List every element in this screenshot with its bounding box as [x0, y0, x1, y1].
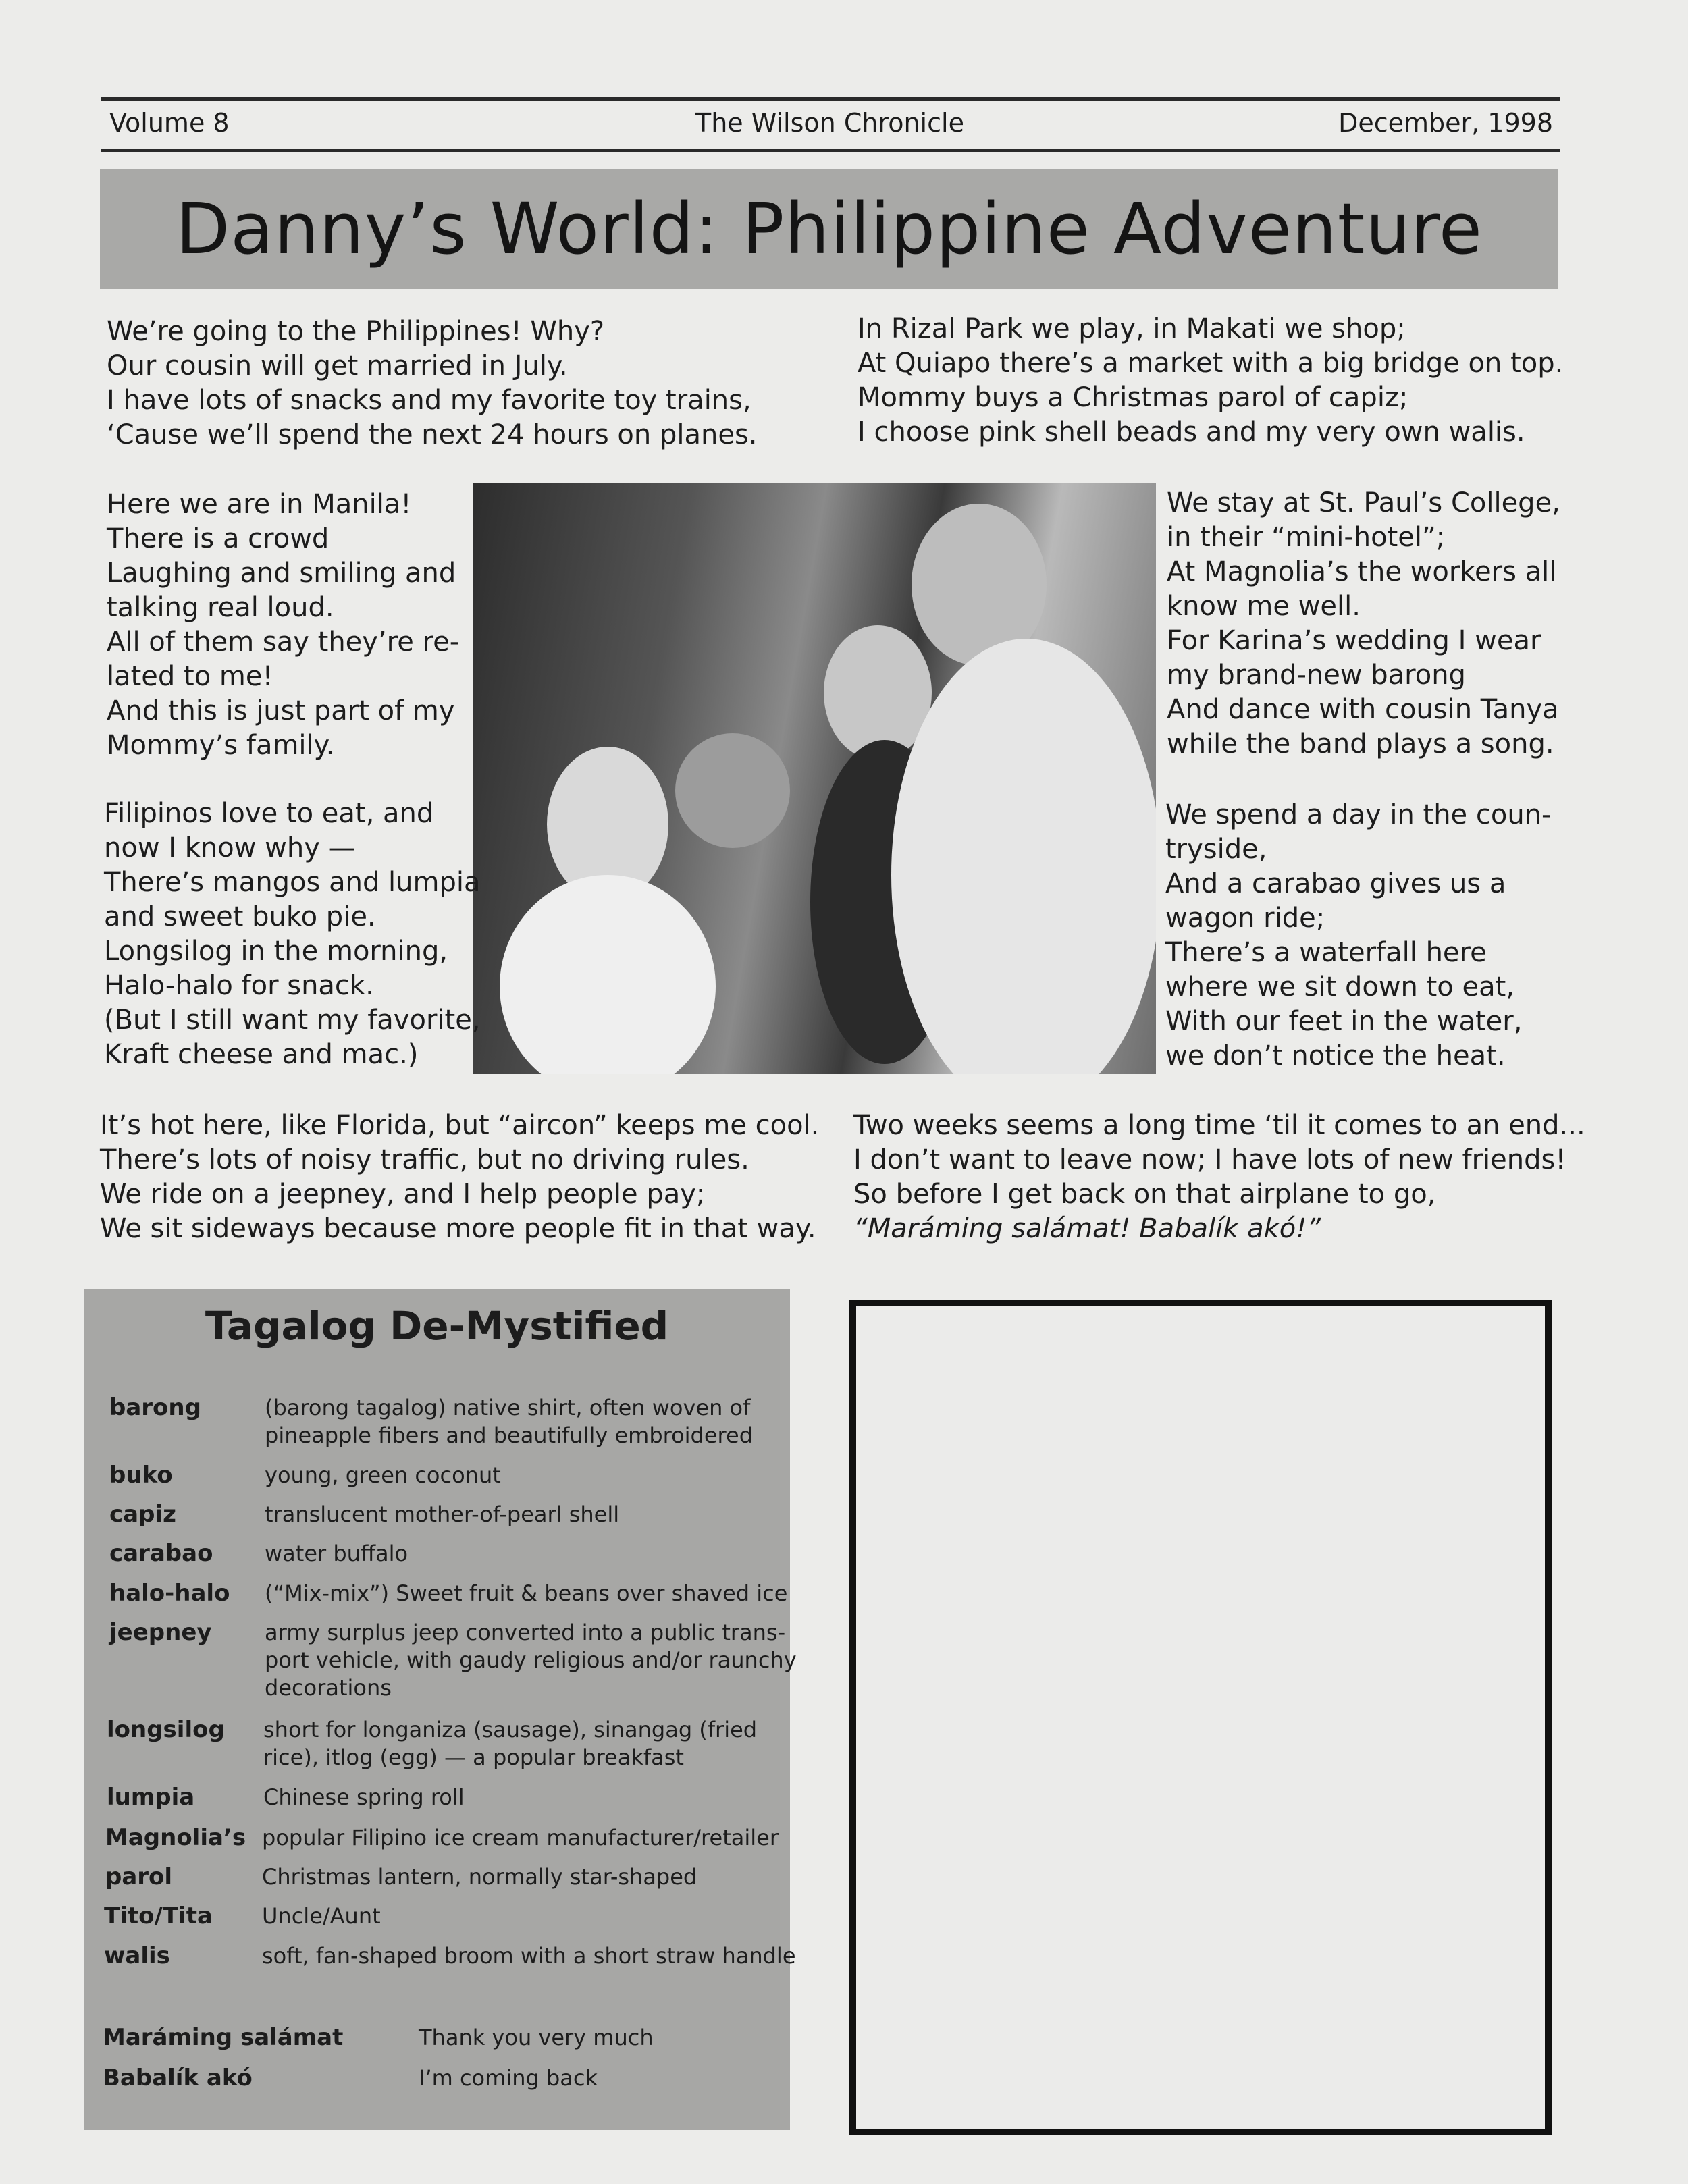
- phrase-definition: Thank you very much: [419, 2025, 654, 2050]
- poem-line: Kraft cheese and mac.): [104, 1039, 419, 1070]
- poem-line: With our feet in the water,: [1165, 1006, 1523, 1037]
- poem-line: Mommy’s family.: [107, 730, 335, 761]
- glossary-definition: (barong tagalog) native shirt, often woven of pineapple fibers and beautifully embroidered: [265, 1395, 753, 1448]
- poem-line: Two weeks seems a long time ‘til it comes to an end...: [853, 1110, 1585, 1141]
- glossary-term: longsilog: [107, 1716, 225, 1743]
- poem-stanza-2: [858, 312, 1563, 450]
- poem-stanza-6: [1165, 798, 1551, 1073]
- poem-line: I have lots of snacks and my favorite toy trains,: [107, 385, 751, 416]
- headline-banner: [100, 169, 1558, 289]
- poem-line: And dance with cousin Tanya: [1167, 694, 1559, 725]
- poem-stanza-3: [107, 487, 459, 763]
- poem-line: And a carabao gives us a: [1165, 868, 1506, 899]
- poem-line: tryside,: [1165, 834, 1267, 865]
- poem-line: know me well.: [1167, 591, 1361, 622]
- glossary-definition: Christmas lantern, normally star-shaped: [262, 1864, 697, 1890]
- glossary-term: lumpia: [107, 1784, 195, 1811]
- poem-line: So before I get back on that airplane to go,: [853, 1179, 1436, 1210]
- poem-line: We’re going to the Philippines! Why?: [107, 316, 605, 347]
- poem-line: now I know why —: [104, 832, 356, 863]
- glossary-definition: short for longaniza (sausage), sinangag (fried rice), itlog (egg) — a popular breakfast: [263, 1717, 758, 1770]
- poem-stanza-7: [100, 1109, 819, 1246]
- poem-line: It’s hot here, like Florida, but “aircon” keeps me cool.: [100, 1110, 820, 1141]
- glossary-term: barong: [109, 1394, 201, 1421]
- poem-line: Here we are in Manila!: [107, 489, 412, 520]
- poem-line: ‘Cause we’ll spend the next 24 hours on planes.: [107, 419, 758, 450]
- poem-stanza-1: [107, 315, 758, 452]
- poem-line: At Magnolia’s the workers all: [1167, 556, 1557, 587]
- poem-stanza-5: [104, 797, 481, 1072]
- poem-line: where we sit down to eat,: [1165, 971, 1514, 1003]
- glossary-term: parol: [105, 1863, 173, 1890]
- poem-line: And this is just part of my: [107, 695, 455, 726]
- empty-picture-frame: [849, 1300, 1552, 2135]
- glossary-definition: translucent mother-of-pearl shell: [265, 1501, 620, 1527]
- glossary-term: halo-halo: [109, 1580, 230, 1607]
- poem-stanza-4: [1167, 486, 1560, 762]
- glossary-panel: [84, 1289, 797, 2130]
- poem-line: Filipinos love to eat, and: [104, 798, 434, 829]
- masthead: [101, 100, 1560, 154]
- poem-line: At Quiapo there’s a market with a big bridge on top.: [858, 348, 1564, 379]
- glossary-definition: popular Filipino ice cream manufacturer/retailer: [262, 1825, 779, 1850]
- glossary-term: jeepney: [109, 1619, 212, 1646]
- poem-line: (But I still want my favorite,: [104, 1005, 481, 1036]
- poem-line: Mommy buys a Christmas parol of capiz;: [858, 382, 1408, 413]
- issue-date: December, 1998: [1338, 108, 1553, 138]
- poem-line: There’s mangos and lumpia: [104, 867, 481, 898]
- poem-line: in their “mini-hotel”;: [1167, 522, 1446, 553]
- poem-line: while the band plays a song.: [1167, 728, 1554, 760]
- publication-name: The Wilson Chronicle: [695, 108, 964, 138]
- poem-stanza-8: [853, 1109, 1585, 1246]
- photo-figure-child-shirt: [500, 875, 716, 1074]
- poem-line: There’s lots of noisy traffic, but no driving rules.: [100, 1144, 749, 1175]
- poem-line: We sit sideways because more people fit in that way.: [100, 1213, 816, 1244]
- glossary-definition: (“Mix-mix”) Sweet fruit & beans over shaved ice: [265, 1580, 788, 1606]
- poem-line: There’s a waterfall here: [1165, 937, 1487, 968]
- phrase-term: Babalík akó: [103, 2065, 253, 2092]
- poem-line: I don’t want to leave now; I have lots of new friends!: [853, 1144, 1566, 1175]
- masthead-bottom-rule: [101, 149, 1560, 152]
- poem-line: wagon ride;: [1165, 903, 1325, 934]
- poem-line: We spend a day in the coun-: [1165, 799, 1552, 830]
- glossary-definition: army surplus jeep converted into a public trans- port vehicle, with gaudy religious and/or raunchy decorations: [265, 1620, 797, 1701]
- poem-line: All of them say they’re re-: [107, 627, 460, 658]
- phrase-definition: I’m coming back: [419, 2065, 598, 2091]
- poem-line: Halo-halo for snack.: [104, 970, 374, 1001]
- glossary-definition: young, green coconut: [265, 1462, 501, 1488]
- poem-line: We ride on a jeepney, and I help people pay;: [100, 1179, 706, 1210]
- poem-line: I choose pink shell beads and my very own walis.: [858, 417, 1525, 448]
- family-photo: [473, 483, 1156, 1074]
- poem-line: For Karina’s wedding I wear: [1167, 625, 1541, 656]
- poem-line: my brand-new barong: [1167, 660, 1466, 691]
- glossary-term: Tito/Tita: [104, 1902, 213, 1929]
- glossary-term: carabao: [109, 1540, 213, 1567]
- poem-line: we don’t notice the heat.: [1165, 1040, 1506, 1071]
- glossary-definition: water buffalo: [265, 1541, 408, 1566]
- glossary-term: Magnolia’s: [105, 1824, 246, 1851]
- glossary-term: buko: [109, 1462, 173, 1489]
- phrase-term: Maráming salámat: [103, 2024, 344, 2051]
- poem-line: There is a crowd: [107, 523, 329, 554]
- poem-line: and sweet buko pie.: [104, 901, 376, 932]
- glossary-definition: Uncle/Aunt: [262, 1903, 381, 1929]
- glossary-definition: soft, fan-shaped broom with a short straw handle: [262, 1943, 796, 1969]
- poem-line: Longsilog in the morning,: [104, 936, 448, 967]
- poem-line: lated to me!: [107, 661, 273, 692]
- poem-line: Our cousin will get married in July.: [107, 350, 568, 381]
- glossary-term: capiz: [109, 1501, 176, 1528]
- poem-line: In Rizal Park we play, in Makati we shop;: [858, 313, 1406, 344]
- poem-line: We stay at St. Paul’s College,: [1167, 487, 1560, 518]
- page-title: Danny’s World: Philippine Adventure: [176, 188, 1483, 270]
- poem-line: talking real loud.: [107, 592, 334, 623]
- photo-fan: [675, 733, 790, 848]
- glossary-definition: Chinese spring roll: [263, 1784, 465, 1810]
- glossary-term: walis: [104, 1942, 170, 1969]
- glossary-title: Tagalog De-Mystified: [205, 1303, 669, 1349]
- volume-label: Volume 8: [109, 108, 230, 138]
- poem-line: “Maráming salámat! Babalík akó!”: [853, 1213, 1321, 1244]
- poem-line: Laughing and smiling and: [107, 558, 456, 589]
